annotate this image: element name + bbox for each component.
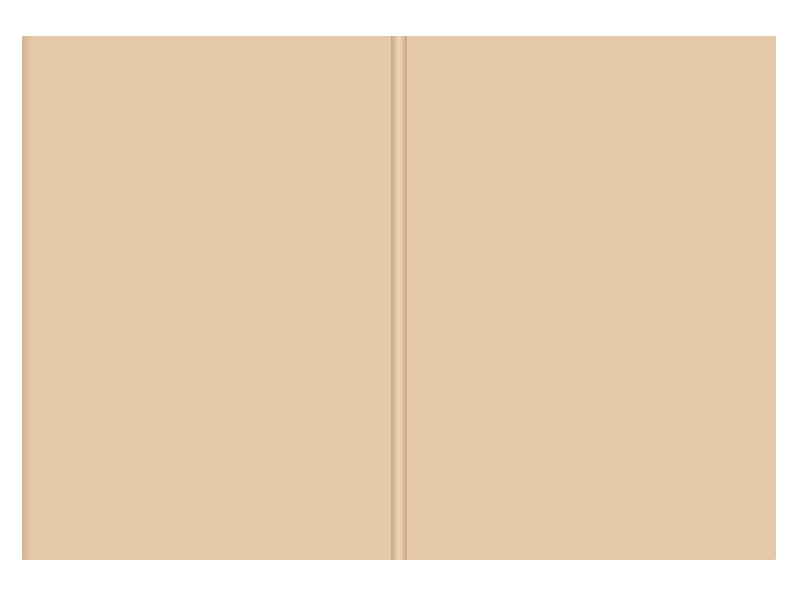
- page-gutter: [391, 36, 407, 560]
